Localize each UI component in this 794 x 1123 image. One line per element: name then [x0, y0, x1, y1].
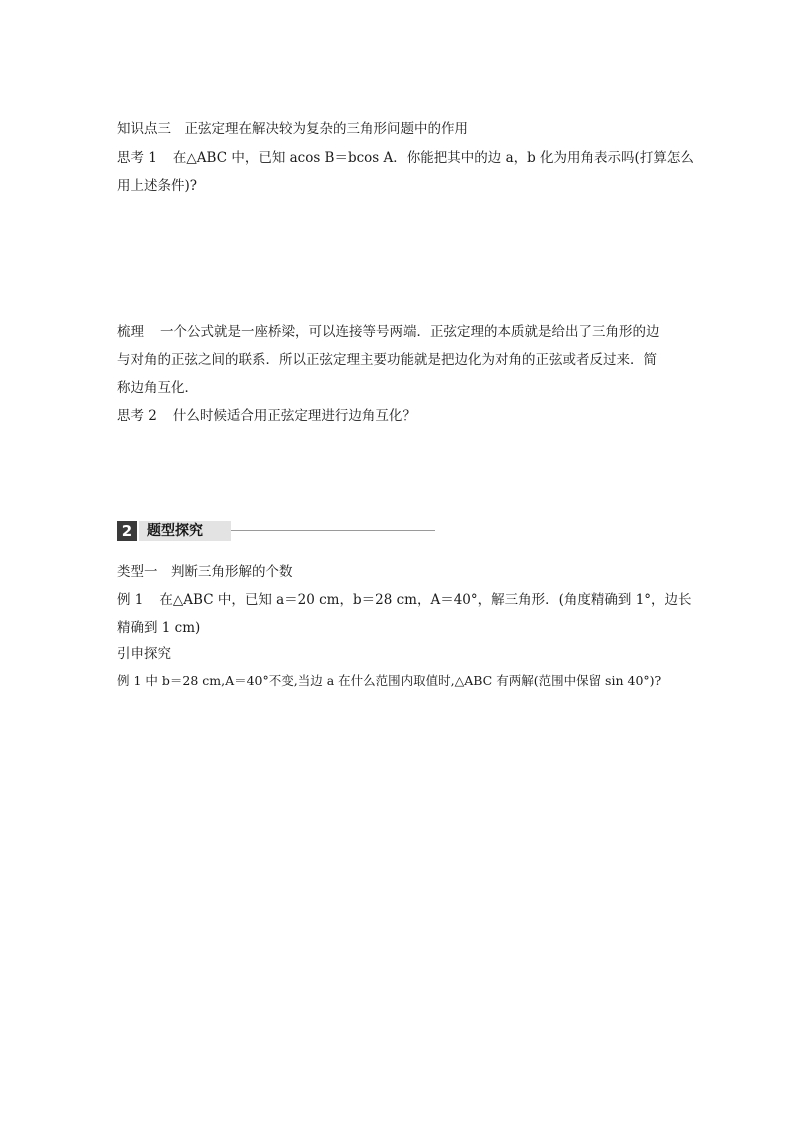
summary-line-3 — [117, 380, 198, 396]
summary-text-3: 称边角互化． — [117, 380, 198, 396]
summary-label: 梳理 — [117, 324, 144, 340]
example-1-line-2 — [117, 620, 200, 636]
think-1-text-1: 在△ABC 中，已知 acos B＝bcos A．你能把其中的边 a，b 化为用角表示吗(打算怎么 — [172, 150, 694, 166]
extension-text: 例 1 中 b＝28 cm,A＝40°不变,当边 a 在什么范围内取值时,△ABC 有两解(范围中保留 sin 40°)? — [117, 673, 662, 688]
summary-text-1: 一个公式就是一座桥梁，可以连接等号两端．正弦定理的本质就是给出了三角形的边 — [160, 324, 660, 340]
section-number-badge: 2 — [117, 521, 137, 541]
summary-line-2 — [117, 352, 657, 368]
think-1-text-2: 用上述条件)? — [117, 178, 198, 194]
think-2-line — [117, 408, 416, 424]
section-header — [117, 520, 435, 542]
section-title: 题型探究 — [139, 521, 231, 541]
think-1-line-2 — [117, 178, 197, 194]
example-1-line-1 — [117, 592, 692, 608]
example-1-text-2: 精确到 1 cm) — [117, 620, 201, 636]
example-1-text-1: 在△ABC 中，已知 a＝20 cm，b＝28 cm，A＝40°，解三角形．(角度精确到 1°，边长 — [159, 592, 692, 608]
summary-line-1 — [117, 324, 660, 340]
example-1-label: 例 1 — [117, 592, 144, 608]
summary-text-2: 与对角的正弦之间的联系．所以正弦定理主要功能就是把边化为对角的正弦或者反过来．简 — [117, 352, 657, 368]
type-1-heading: 类型一 判断三角形解的个数 — [117, 564, 293, 580]
think-2-text: 什么时候适合用正弦定理进行边角互化？ — [172, 408, 416, 424]
think-1-line-1 — [117, 150, 694, 166]
section-divider — [231, 530, 435, 531]
think-2-label: 思考 2 — [117, 408, 157, 424]
extension-heading: 引申探究 — [117, 646, 171, 662]
knowledge-point-heading: 知识点三 正弦定理在解决较为复杂的三角形问题中的作用 — [117, 121, 468, 137]
think-1-label: 思考 1 — [117, 150, 157, 166]
